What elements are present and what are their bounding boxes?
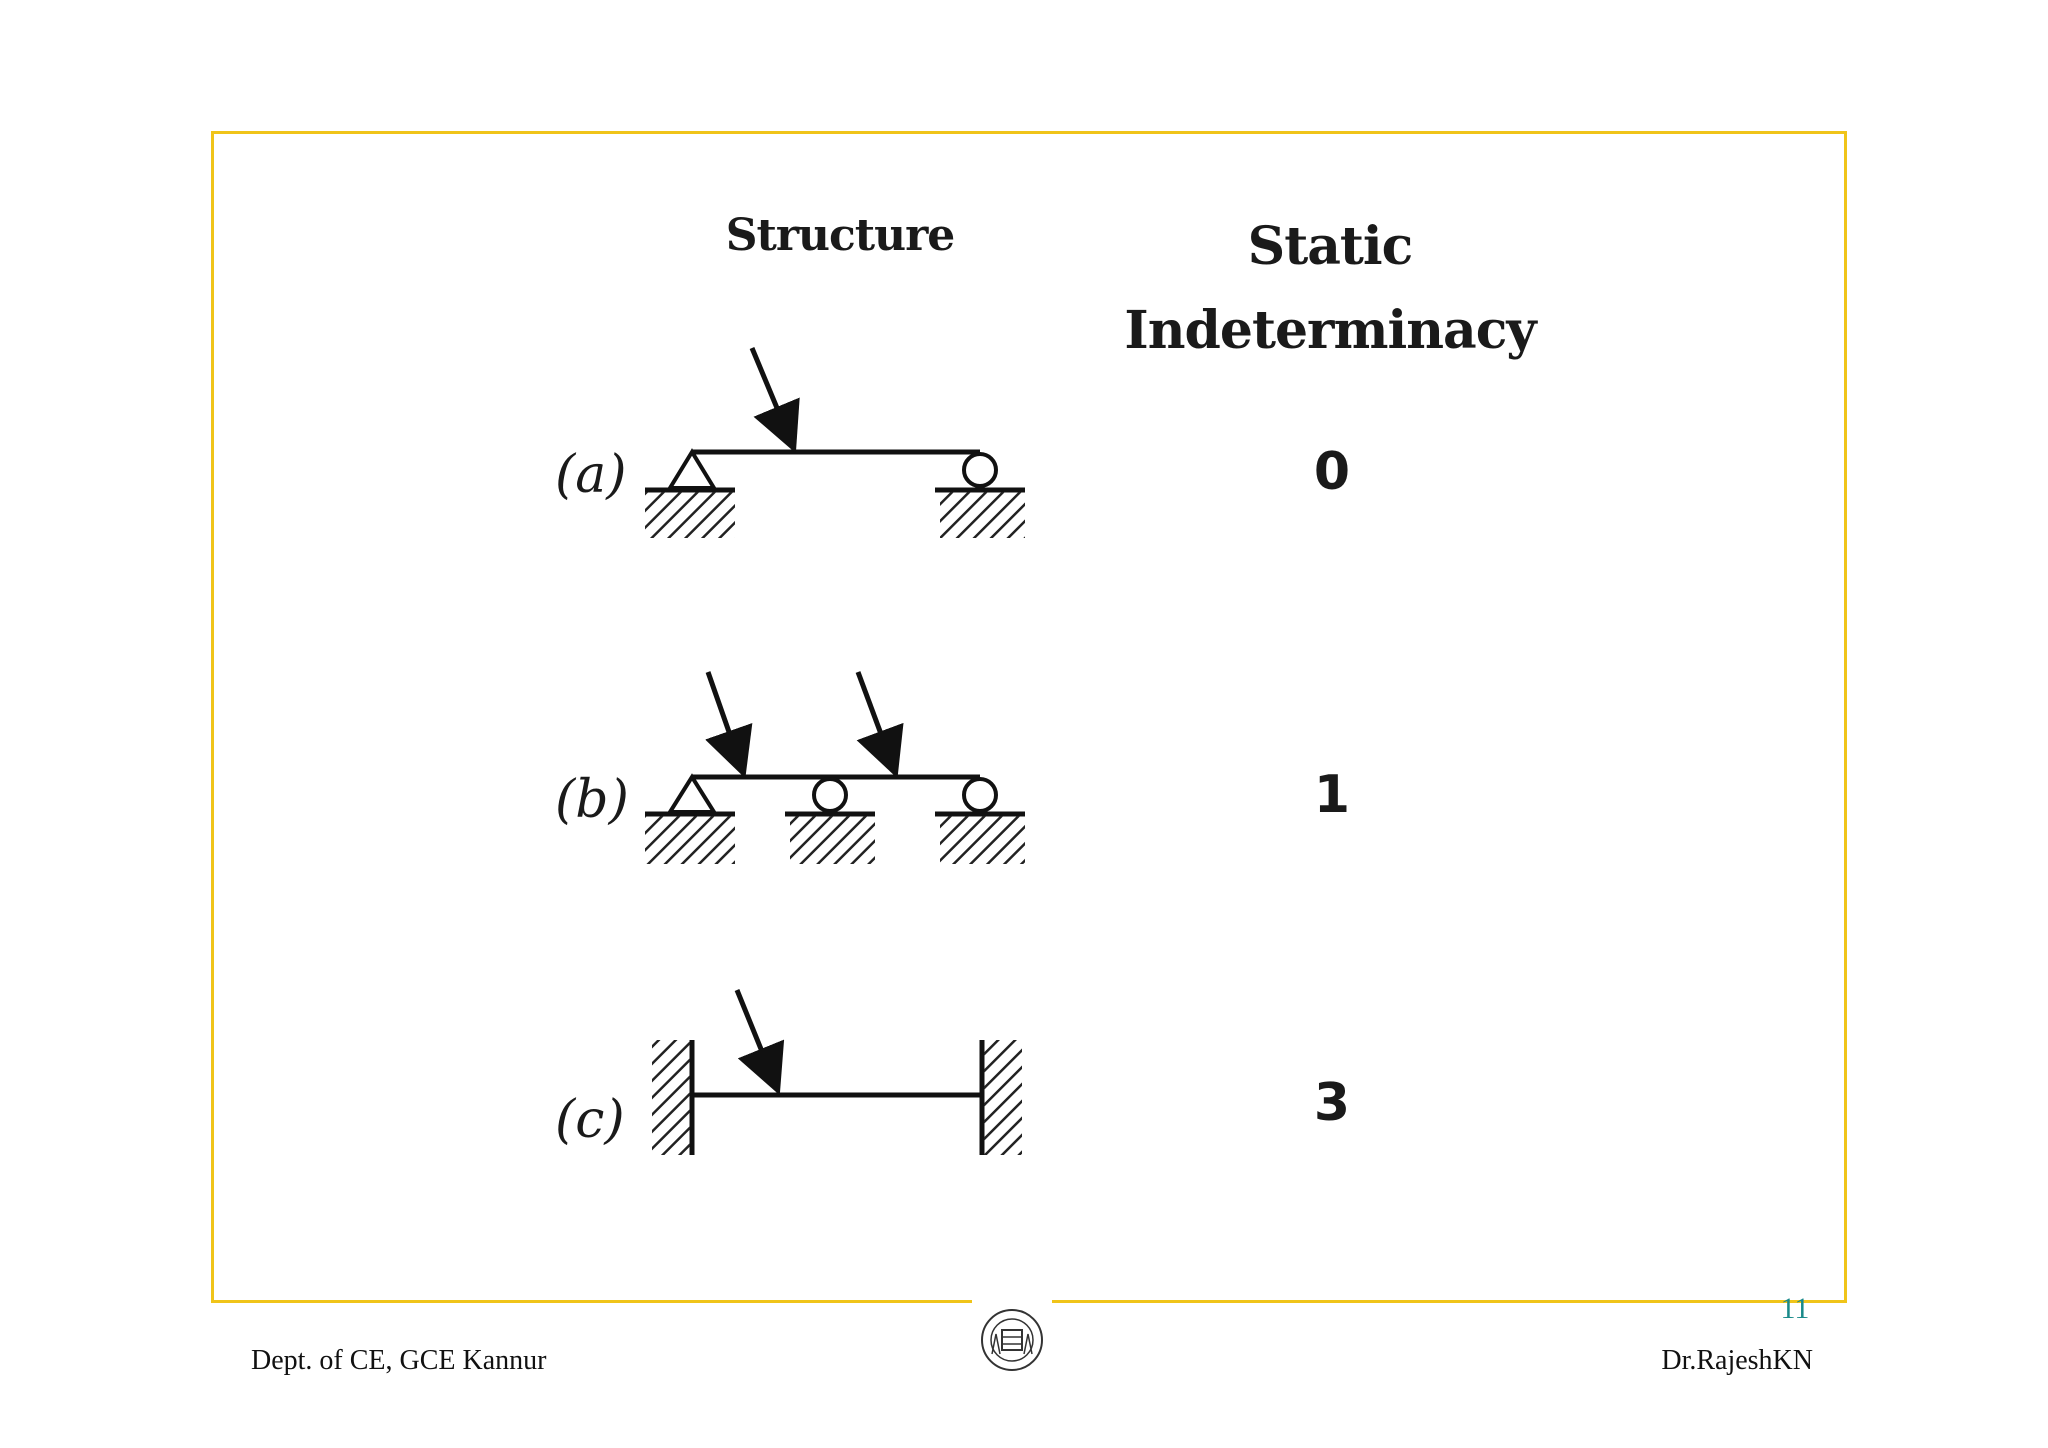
structure-c: [652, 990, 1022, 1155]
pin-support-b: [645, 777, 735, 864]
header-structure: Structure: [725, 210, 955, 261]
row-value-c: 3: [1313, 1073, 1351, 1133]
load-arrow-a: [752, 348, 792, 444]
roller-support-b-middle: [785, 779, 875, 864]
footer-author: Dr.RajeshKN: [1661, 1345, 1813, 1376]
fixed-support-c-right: [982, 1040, 1022, 1155]
structure-b: [645, 672, 1025, 864]
fixed-support-c-left: [652, 1040, 692, 1155]
header-static-line2: Indeterminacy: [1124, 300, 1536, 361]
load-arrow-c: [737, 990, 776, 1086]
roller-support-a: [935, 454, 1025, 538]
row-label-c: (c): [555, 1090, 625, 1150]
roller-support-b-right: [935, 779, 1025, 864]
structure-a: [645, 348, 1025, 538]
row-value-a: 0: [1313, 442, 1351, 502]
row-label-b: (b): [555, 770, 629, 830]
page-number: 11: [1780, 1292, 1810, 1325]
pin-support-a: [645, 452, 735, 538]
load-arrow-b1: [708, 672, 742, 769]
footer-department: Dept. of CE, GCE Kannur: [251, 1345, 547, 1376]
row-value-b: 1: [1313, 765, 1351, 825]
header-static-line1: Static: [1247, 216, 1413, 277]
college-seal-icon: [978, 1306, 1046, 1374]
row-label-a: (a): [555, 445, 627, 505]
load-arrow-b2: [858, 672, 894, 769]
